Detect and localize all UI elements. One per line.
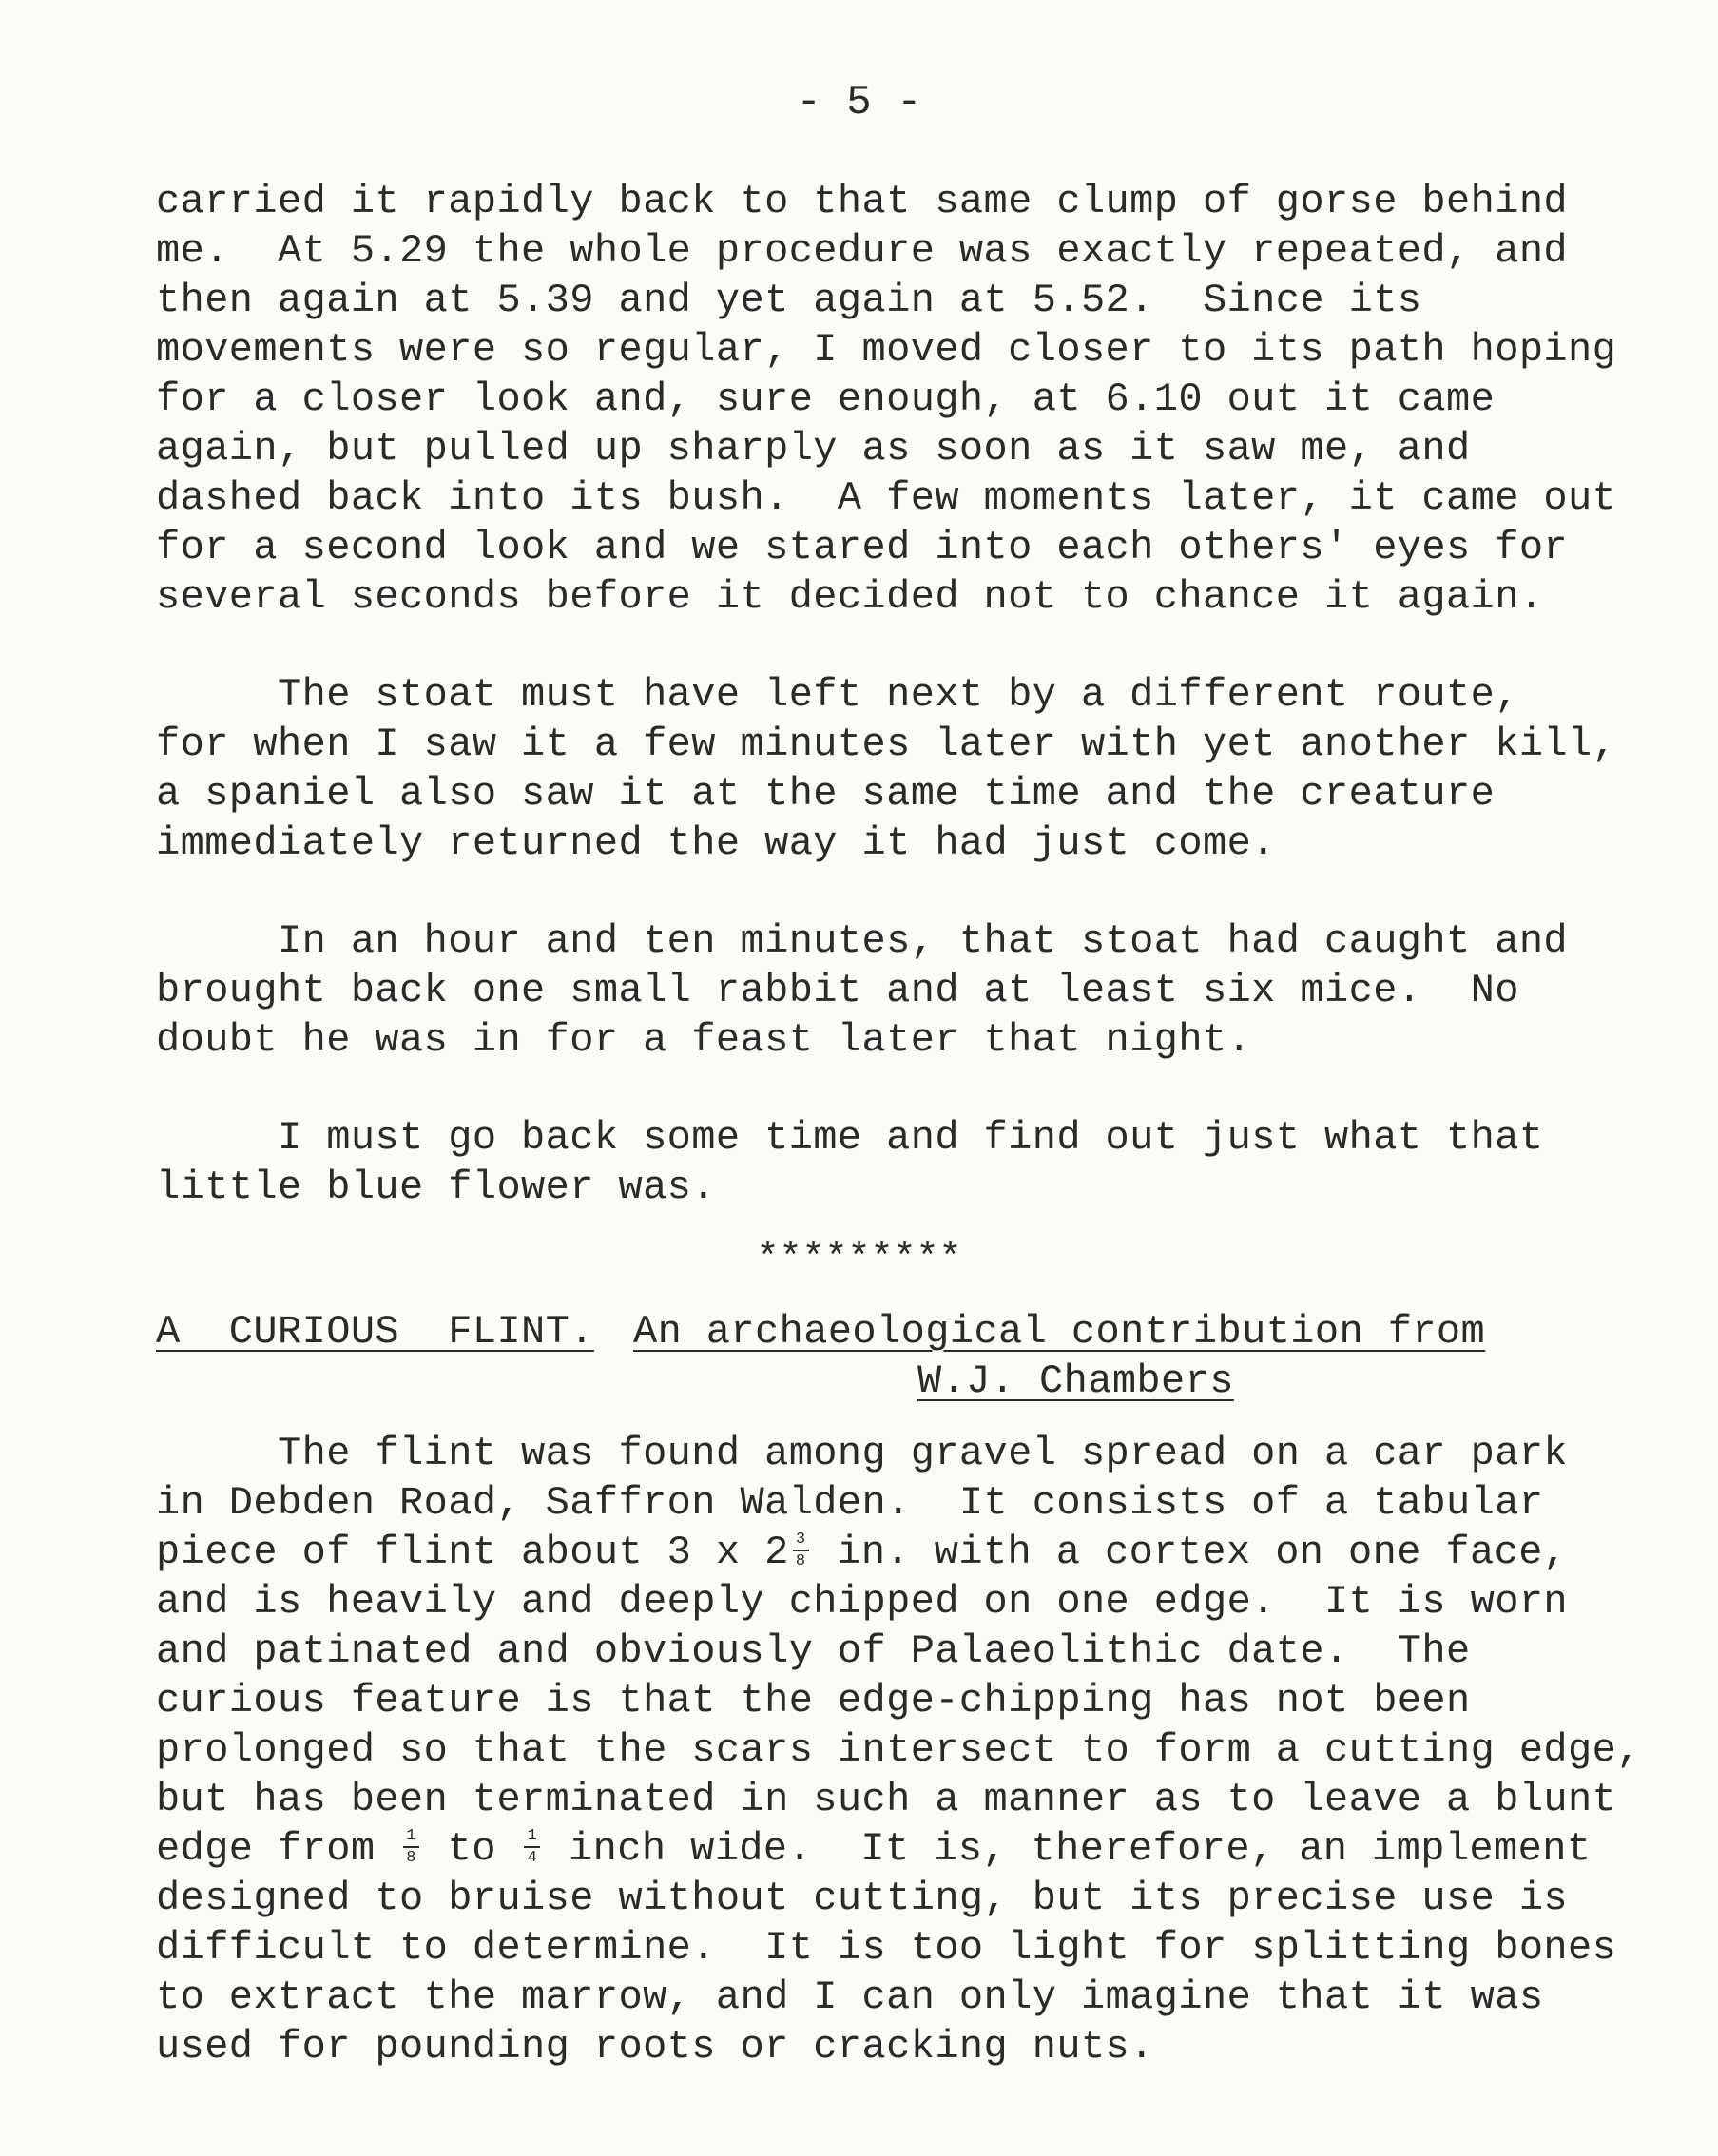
text-segment: inch wide. It is, therefore, an implement [544, 1826, 1592, 1872]
fraction-denominator: 8 [795, 1552, 806, 1570]
text-line: several seconds before it decided not to chance it again. [156, 574, 1544, 620]
text-line: me. At 5.29 the whole procedure was exactly repeated, and [156, 228, 1569, 274]
text-line: carried it rapidly back to that same clump of gorse behind [156, 179, 1569, 224]
fraction-denominator: 4 [527, 1849, 538, 1867]
text-line: In an hour and ten minutes, that stoat had caught and [156, 918, 1569, 964]
fraction-bar [524, 1846, 540, 1848]
section-separator: ********* [756, 1238, 962, 1280]
text-line: for a second look and we stared into each others' eyes for [156, 525, 1569, 570]
fraction-numerator: 1 [406, 1827, 416, 1845]
text-line: I must go back some time and find out just what that [156, 1115, 1544, 1161]
fraction-one-eighth [399, 1828, 423, 1866]
article-author: W.J. Chambers [917, 1358, 1234, 1404]
text-segment: piece of flint about 3 x 2 [156, 1530, 789, 1575]
text-line [156, 1824, 1591, 1874]
article-subtitle: An archaeological contribution from [633, 1309, 1486, 1355]
text-line: dashed back into its bush. A few moments later, it came out [156, 475, 1617, 521]
text-line: to extract the marrow, and I can only imagine that it was [156, 1974, 1544, 2020]
text-line: brought back one small rabbit and at least six mice. No [156, 968, 1519, 1013]
fraction-bar [793, 1550, 809, 1551]
text-line: doubt he was in for a feast later that night. [156, 1017, 1252, 1063]
text-line: immediately returned the way it had just come. [156, 820, 1276, 866]
text-line: The flint was found among gravel spread on a car park [156, 1431, 1569, 1476]
fraction-bar [403, 1846, 419, 1848]
text-segment: in. with a cortex on one face, [812, 1530, 1568, 1575]
text-line: but has been terminated in such a manner as to leave a blunt [156, 1777, 1617, 1822]
text-line: curious feature is that the edge-chipping has not been [156, 1678, 1471, 1723]
text-line: a spaniel also saw it at the same time and the creature [156, 771, 1496, 817]
text-line: difficult to determine. It is too light for splitting bones [156, 1925, 1617, 1971]
text-segment: edge from [156, 1826, 400, 1872]
text-line: in Debden Road, Saffron Walden. It consists of a tabular [156, 1480, 1544, 1526]
text-line: for a closer look and, sure enough, at 6.10 out it came [156, 376, 1496, 422]
text-line: movements were so regular, I moved closer to its path hoping [156, 327, 1617, 373]
fraction-numerator: 3 [795, 1530, 806, 1549]
text-line: little blue flower was. [156, 1165, 716, 1210]
fraction-three-eighths [789, 1531, 813, 1569]
text-line: used for pounding roots or cracking nuts. [156, 2024, 1154, 2069]
fraction-denominator: 8 [406, 1849, 416, 1867]
text-line: again, but pulled up sharply as soon as it saw me, and [156, 426, 1471, 472]
text-line: designed to bruise without cutting, but its precise use is [156, 1876, 1569, 1921]
text-line: and patinated and obviously of Palaeolithic date. The [156, 1628, 1471, 1674]
text-line: The stoat must have left next by a different route, [156, 672, 1519, 718]
text-line [156, 1528, 1567, 1577]
text-line: and is heavily and deeply chipped on one edge. It is worn [156, 1579, 1569, 1625]
page-number: - 5 - [796, 79, 922, 126]
text-line: for when I saw it a few minutes later with yet another kill, [156, 722, 1617, 767]
fraction-numerator: 1 [527, 1827, 538, 1845]
text-line: then again at 5.39 and yet again at 5.52. Since its [156, 278, 1422, 323]
fraction-one-quarter [520, 1828, 544, 1866]
text-segment: to [423, 1826, 521, 1872]
article-title: A CURIOUS FLINT. [156, 1309, 594, 1355]
text-line: prolonged so that the scars intersect to form a cutting edge, [156, 1727, 1641, 1773]
